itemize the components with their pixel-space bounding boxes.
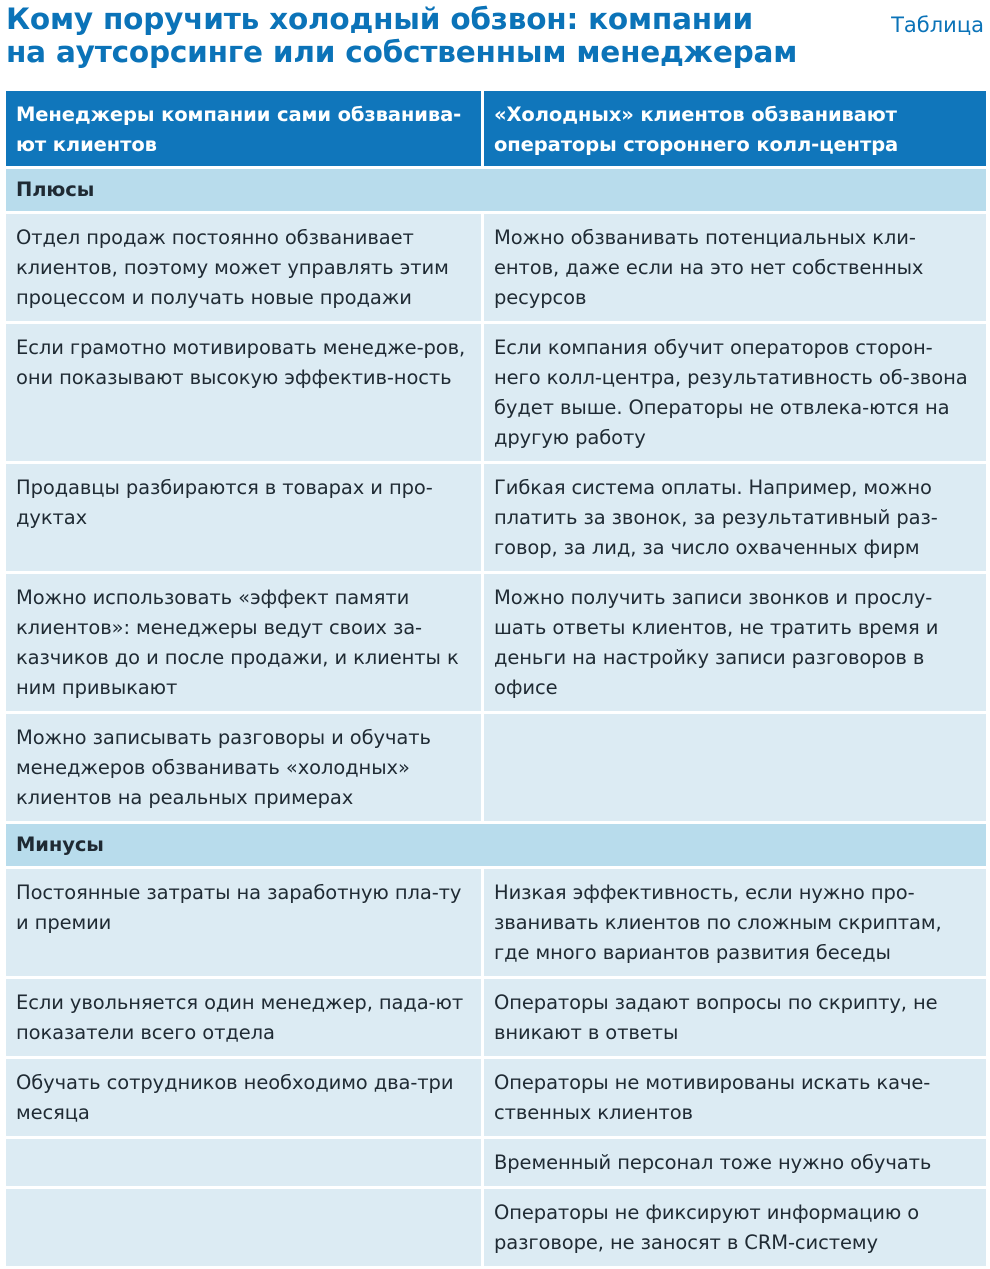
- title-line-2: на аутсорсинге или собственным менеджерам: [6, 35, 798, 69]
- section-label-cons: Минусы: [6, 824, 986, 866]
- section-row-pros: [6, 169, 986, 211]
- page-title: [6, 3, 826, 69]
- table-row: [6, 214, 986, 321]
- table-cell: Обучать сотрудников необходимо два-три месяца: [6, 1059, 481, 1136]
- table-cell: Если увольняется один менеджер, пада-ют показатели всего отдела: [6, 979, 481, 1056]
- section-label-pros: Плюсы: [6, 169, 986, 211]
- comparison-table: [3, 88, 989, 1269]
- table-row: [6, 1139, 986, 1186]
- table-cell: [6, 1189, 481, 1266]
- column-header-in-house: Менеджеры компании сами обзванива-ют клиентов: [6, 91, 481, 166]
- section-row-cons: [6, 824, 986, 866]
- table-cell: Отдел продаж постоянно обзванивает клиентов, поэтому может управлять этим процессом и получать новые продажи: [6, 214, 481, 321]
- table-cell: Если грамотно мотивировать менедже-ров, они показывают высокую эффектив-ность: [6, 324, 481, 461]
- table-cell: Операторы не мотивированы искать каче-ственных клиентов: [484, 1059, 986, 1136]
- table-row: [6, 714, 986, 821]
- table-row: [6, 464, 986, 571]
- table-cell: [484, 714, 986, 821]
- table-row: [6, 869, 986, 976]
- table-cell: [6, 1139, 481, 1186]
- table-cell: Постоянные затраты на заработную пла-ту и премии: [6, 869, 481, 976]
- table-row: [6, 1189, 986, 1266]
- table-cell: Можно получить записи звонков и прослу-шать ответы клиентов, не тратить время и деньги на настройку записи разговоров в офисе: [484, 574, 986, 711]
- table-cell: Гибкая система оплаты. Например, можно платить за звонок, за результативный раз-говор, за лид, за число охваченных фирм: [484, 464, 986, 571]
- column-header-outsourcing: «Холодных» клиентов обзванивают операторы стороннего колл-центра: [484, 91, 986, 166]
- table-cell: Операторы не фиксируют информацию о разговоре, не заносят в CRM-систему: [484, 1189, 986, 1266]
- table-cell: Можно обзванивать потенциальных кли-ентов, даже если на это нет собственных ресурсов: [484, 214, 986, 321]
- table-row: [6, 979, 986, 1056]
- table-cell: Можно записывать разговоры и обучать менеджеров обзванивать «холодных» клиентов на реальных примерах: [6, 714, 481, 821]
- title-line-1: Кому поручить холодный обзвон: компании: [6, 2, 753, 36]
- table-header-row: [6, 91, 986, 166]
- table-cell: Низкая эффективность, если нужно про-званивать клиентов по сложным скриптам, где много вариантов развития беседы: [484, 869, 986, 976]
- table-cell: Если компания обучит операторов сторон-него колл-центра, результативность об-звона будет выше. Операторы не отвлека-ются на другую работу: [484, 324, 986, 461]
- table-cell: Можно использовать «эффект памяти клиентов»: менеджеры ведут своих за-казчиков до и после продажи, и клиенты к ним привыкают: [6, 574, 481, 711]
- table-cell: Операторы задают вопросы по скрипту, не вникают в ответы: [484, 979, 986, 1056]
- table-row: [6, 324, 986, 461]
- table-tag: Таблица: [891, 13, 984, 37]
- table-row: [6, 1059, 986, 1136]
- table-row: [6, 574, 986, 711]
- table-cell: Продавцы разбираются в товарах и про-дуктах: [6, 464, 481, 571]
- table-cell: Временный персонал тоже нужно обучать: [484, 1139, 986, 1186]
- page-header: [6, 0, 986, 86]
